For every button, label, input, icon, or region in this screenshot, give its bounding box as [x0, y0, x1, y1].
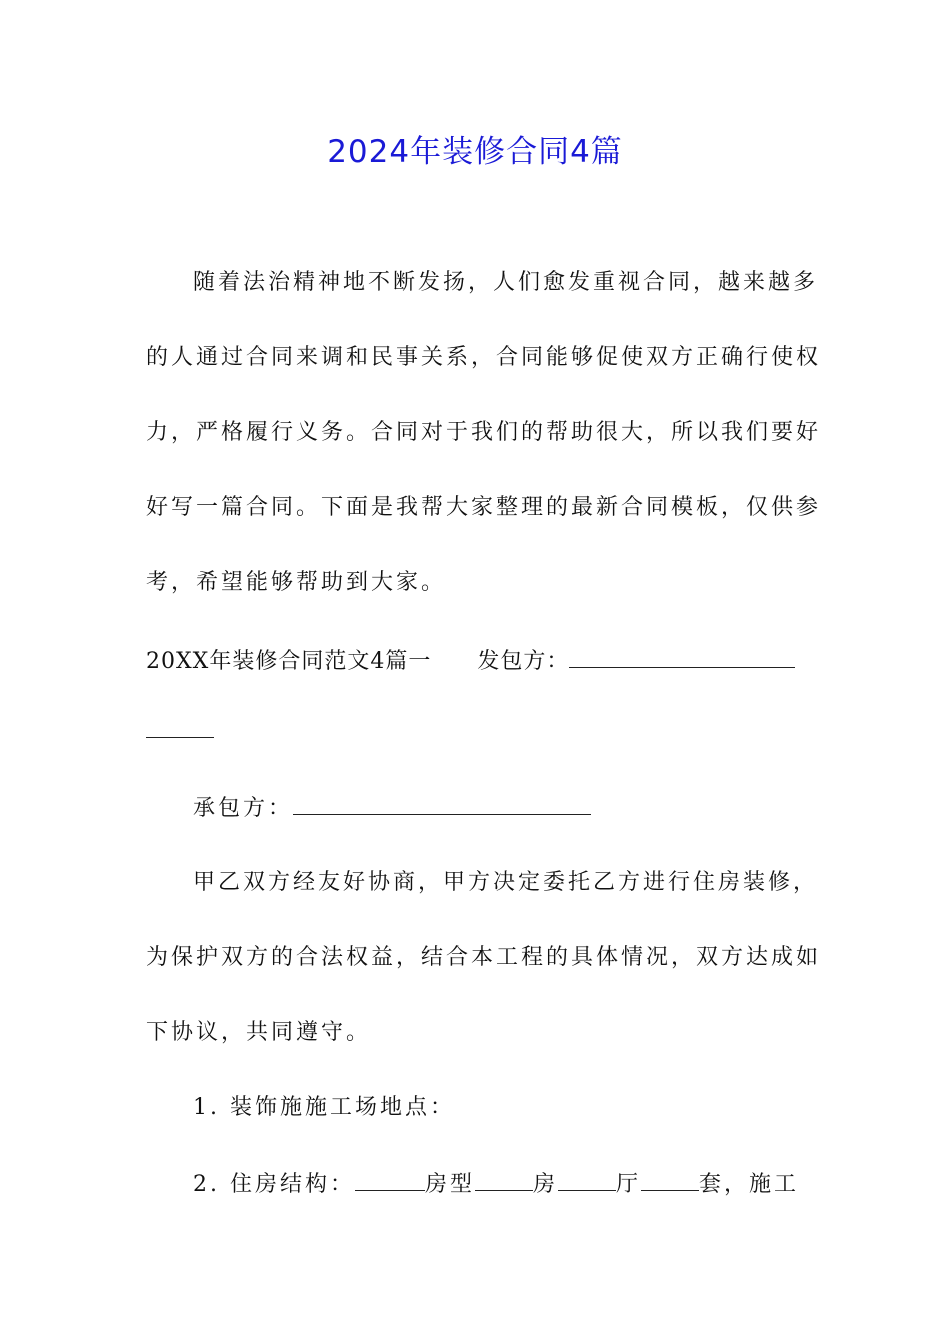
item-2 [193, 1168, 799, 1200]
intro-line-1: 随着法治精神地不断发扬，人们愈发重视合同，越来越多 [193, 270, 819, 295]
document-title: 2024年装修合同4篇 [327, 134, 623, 170]
section-heading: 20XX年装修合同范文4篇一 [146, 649, 432, 674]
party-b-line [193, 792, 591, 824]
item-2-suite: 套，施工 [699, 1172, 800, 1197]
item-1: 1. 装饰施施工场地点： [193, 1095, 455, 1120]
intro-line-3: 力，严格履行义务。合同对于我们的帮助很大，所以我们要好 [146, 420, 822, 445]
item-2-hall: 厅 [616, 1172, 642, 1197]
agreement-line-2: 为保护双方的合法权益，结合本工程的具体情况，双方达成如 [146, 945, 822, 970]
agreement-line-3: 下协议，共同遵守。 [146, 1020, 372, 1045]
party-a-blank [569, 645, 795, 668]
intro-line-4: 好写一篇合同。下面是我帮大家整理的最新合同模板，仅供参 [146, 495, 822, 520]
party-b-blank [293, 792, 591, 815]
agreement-line-1: 甲乙双方经友好协商，甲方决定委托乙方进行住房装修， [193, 870, 819, 895]
intro-line-5: 考，希望能够帮助到大家。 [146, 570, 447, 595]
party-a-label: 发包方： [477, 649, 570, 674]
intro-line-2: 的人通过合同来调和民事关系，合同能够促使双方正确行使权 [146, 345, 822, 370]
party-a-blank-continued [146, 715, 214, 747]
item-2-prefix: 2. 住房结构： [193, 1172, 355, 1197]
party-b-label: 承包方： [193, 796, 294, 821]
section-heading-line [146, 645, 795, 677]
item-2-room: 房 [533, 1172, 559, 1197]
item-2-house-type: 房型 [424, 1172, 475, 1197]
